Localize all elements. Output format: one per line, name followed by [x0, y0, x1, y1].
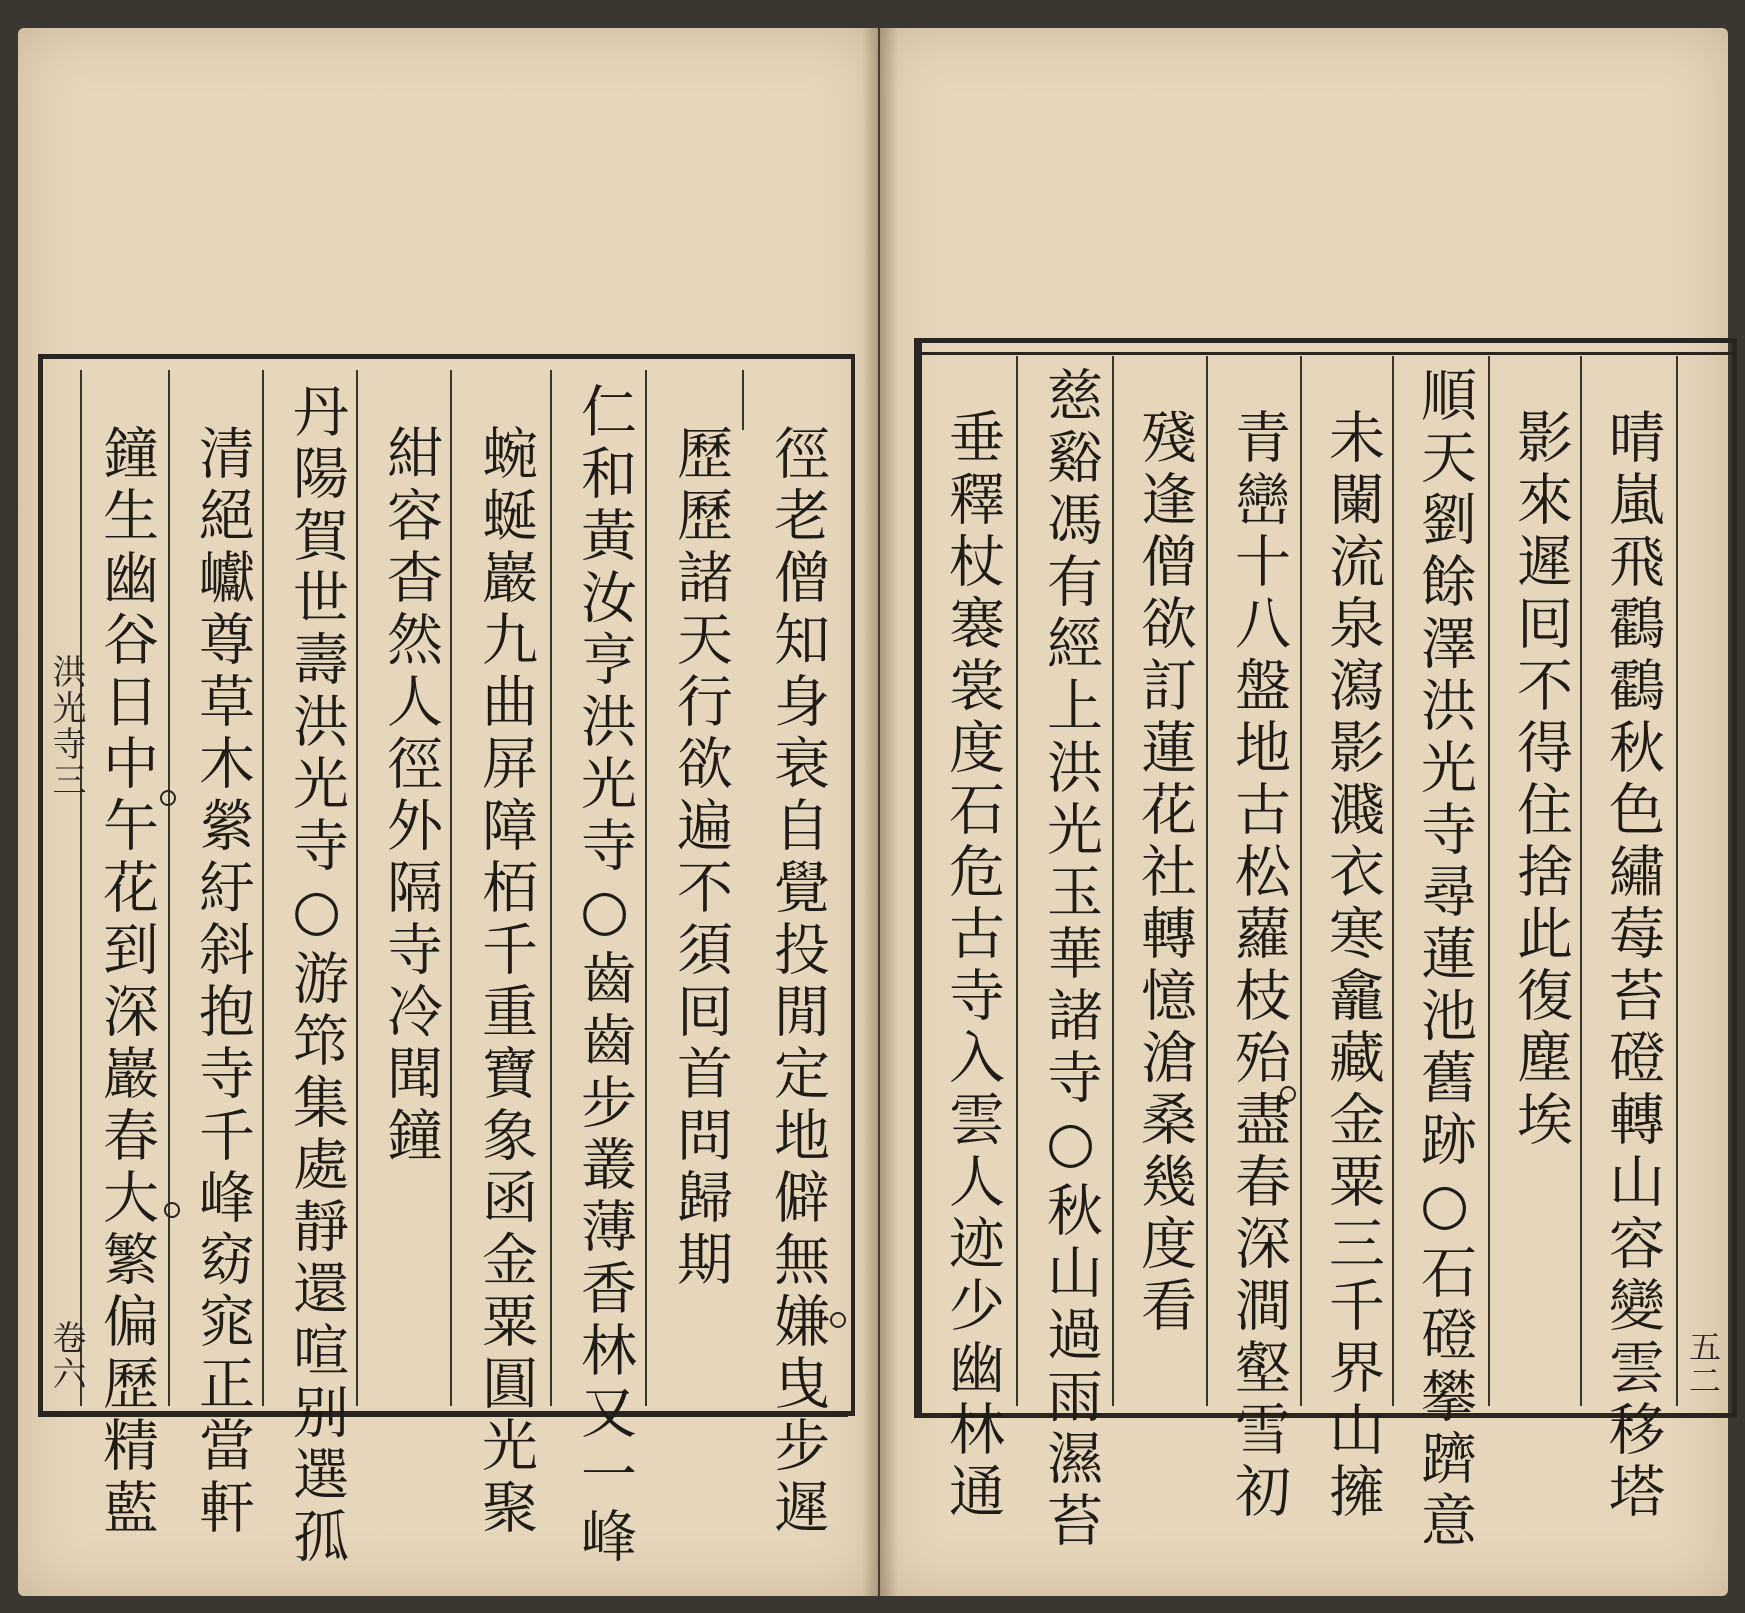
column-rule — [1206, 356, 1208, 1406]
column-rule — [262, 370, 264, 1406]
text-column: 未闌流泉瀉影濺衣寒龕藏金粟三千界山擁 — [1320, 408, 1385, 1524]
text-column: 影來遲囘不得住捨此復塵埃 — [1508, 408, 1573, 1152]
text-column: 紺容杳然人徑外隔寺冷聞鐘 — [378, 424, 443, 1168]
text-column: 蜿蜒巖九曲屏障栢千重寶象函金粟圓光聚 — [473, 424, 538, 1540]
column-rule — [1488, 356, 1490, 1406]
text-column: 垂釋杖褰裳度石危古寺入雲人迹少幽林通 — [940, 408, 1005, 1524]
column-rule — [645, 370, 647, 1406]
right-top-rule — [914, 352, 1734, 355]
punctuation-circle — [830, 1312, 846, 1328]
column-rule — [356, 370, 358, 1406]
column-rule — [1016, 356, 1018, 1406]
column-rule — [1580, 356, 1582, 1406]
column-rule — [1112, 356, 1114, 1406]
text-column: 仁和黃汝亨洪光寺○齒齒步叢薄香林又一峰 — [572, 382, 637, 1569]
text-column: 歷歷諸天行欲遍不須囘首問歸期 — [668, 424, 733, 1292]
column-rule — [168, 370, 170, 1406]
text-column: 晴嵐飛鸖鸖秋色繡莓苔磴轉山容變雲移塔 — [1600, 408, 1665, 1524]
book-gutter — [862, 28, 898, 1596]
column-rule — [1300, 356, 1302, 1406]
text-column: 鐘生幽谷日中午花到深巖春大繁偏歷精藍 — [94, 424, 159, 1540]
text-column: 清絕巘尊草木縈紆斜抱寺千峰窈窕正當軒 — [190, 424, 255, 1540]
fold-volume: 卷六 — [46, 1320, 86, 1392]
text-column: 慈谿馮有經上洪光玉華諸寺○秋山過雨濕苔 — [1038, 366, 1103, 1553]
column-rule — [80, 370, 82, 1406]
text-column: 丹陽賀世壽洪光寺○游筇集處靜還喧别選孤 — [284, 382, 349, 1569]
column-rule — [742, 370, 744, 430]
column-rule — [1676, 356, 1678, 1406]
column-rule — [1392, 356, 1394, 1406]
text-column: 順天劉餘澤洪光寺尋蓮池舊跡○石磴攀躋意 — [1412, 366, 1477, 1553]
page-number: 五二 — [1684, 1330, 1722, 1398]
fold-title: 洪光寺三 — [46, 654, 86, 798]
column-rule — [450, 370, 452, 1406]
text-column: 青巒十八盤地古松蘿枝殆盡春深澗壑雪初 — [1226, 408, 1291, 1524]
text-column: 殘逢僧欲訂蓮花社轉憶滄桑幾度看 — [1132, 408, 1197, 1338]
column-rule — [550, 370, 552, 1406]
punctuation-circle — [160, 790, 176, 806]
text-column: 徑老僧知身衰自覺投閒定地僻無嫌曳步遲 — [765, 424, 830, 1540]
punctuation-circle — [164, 1202, 180, 1218]
